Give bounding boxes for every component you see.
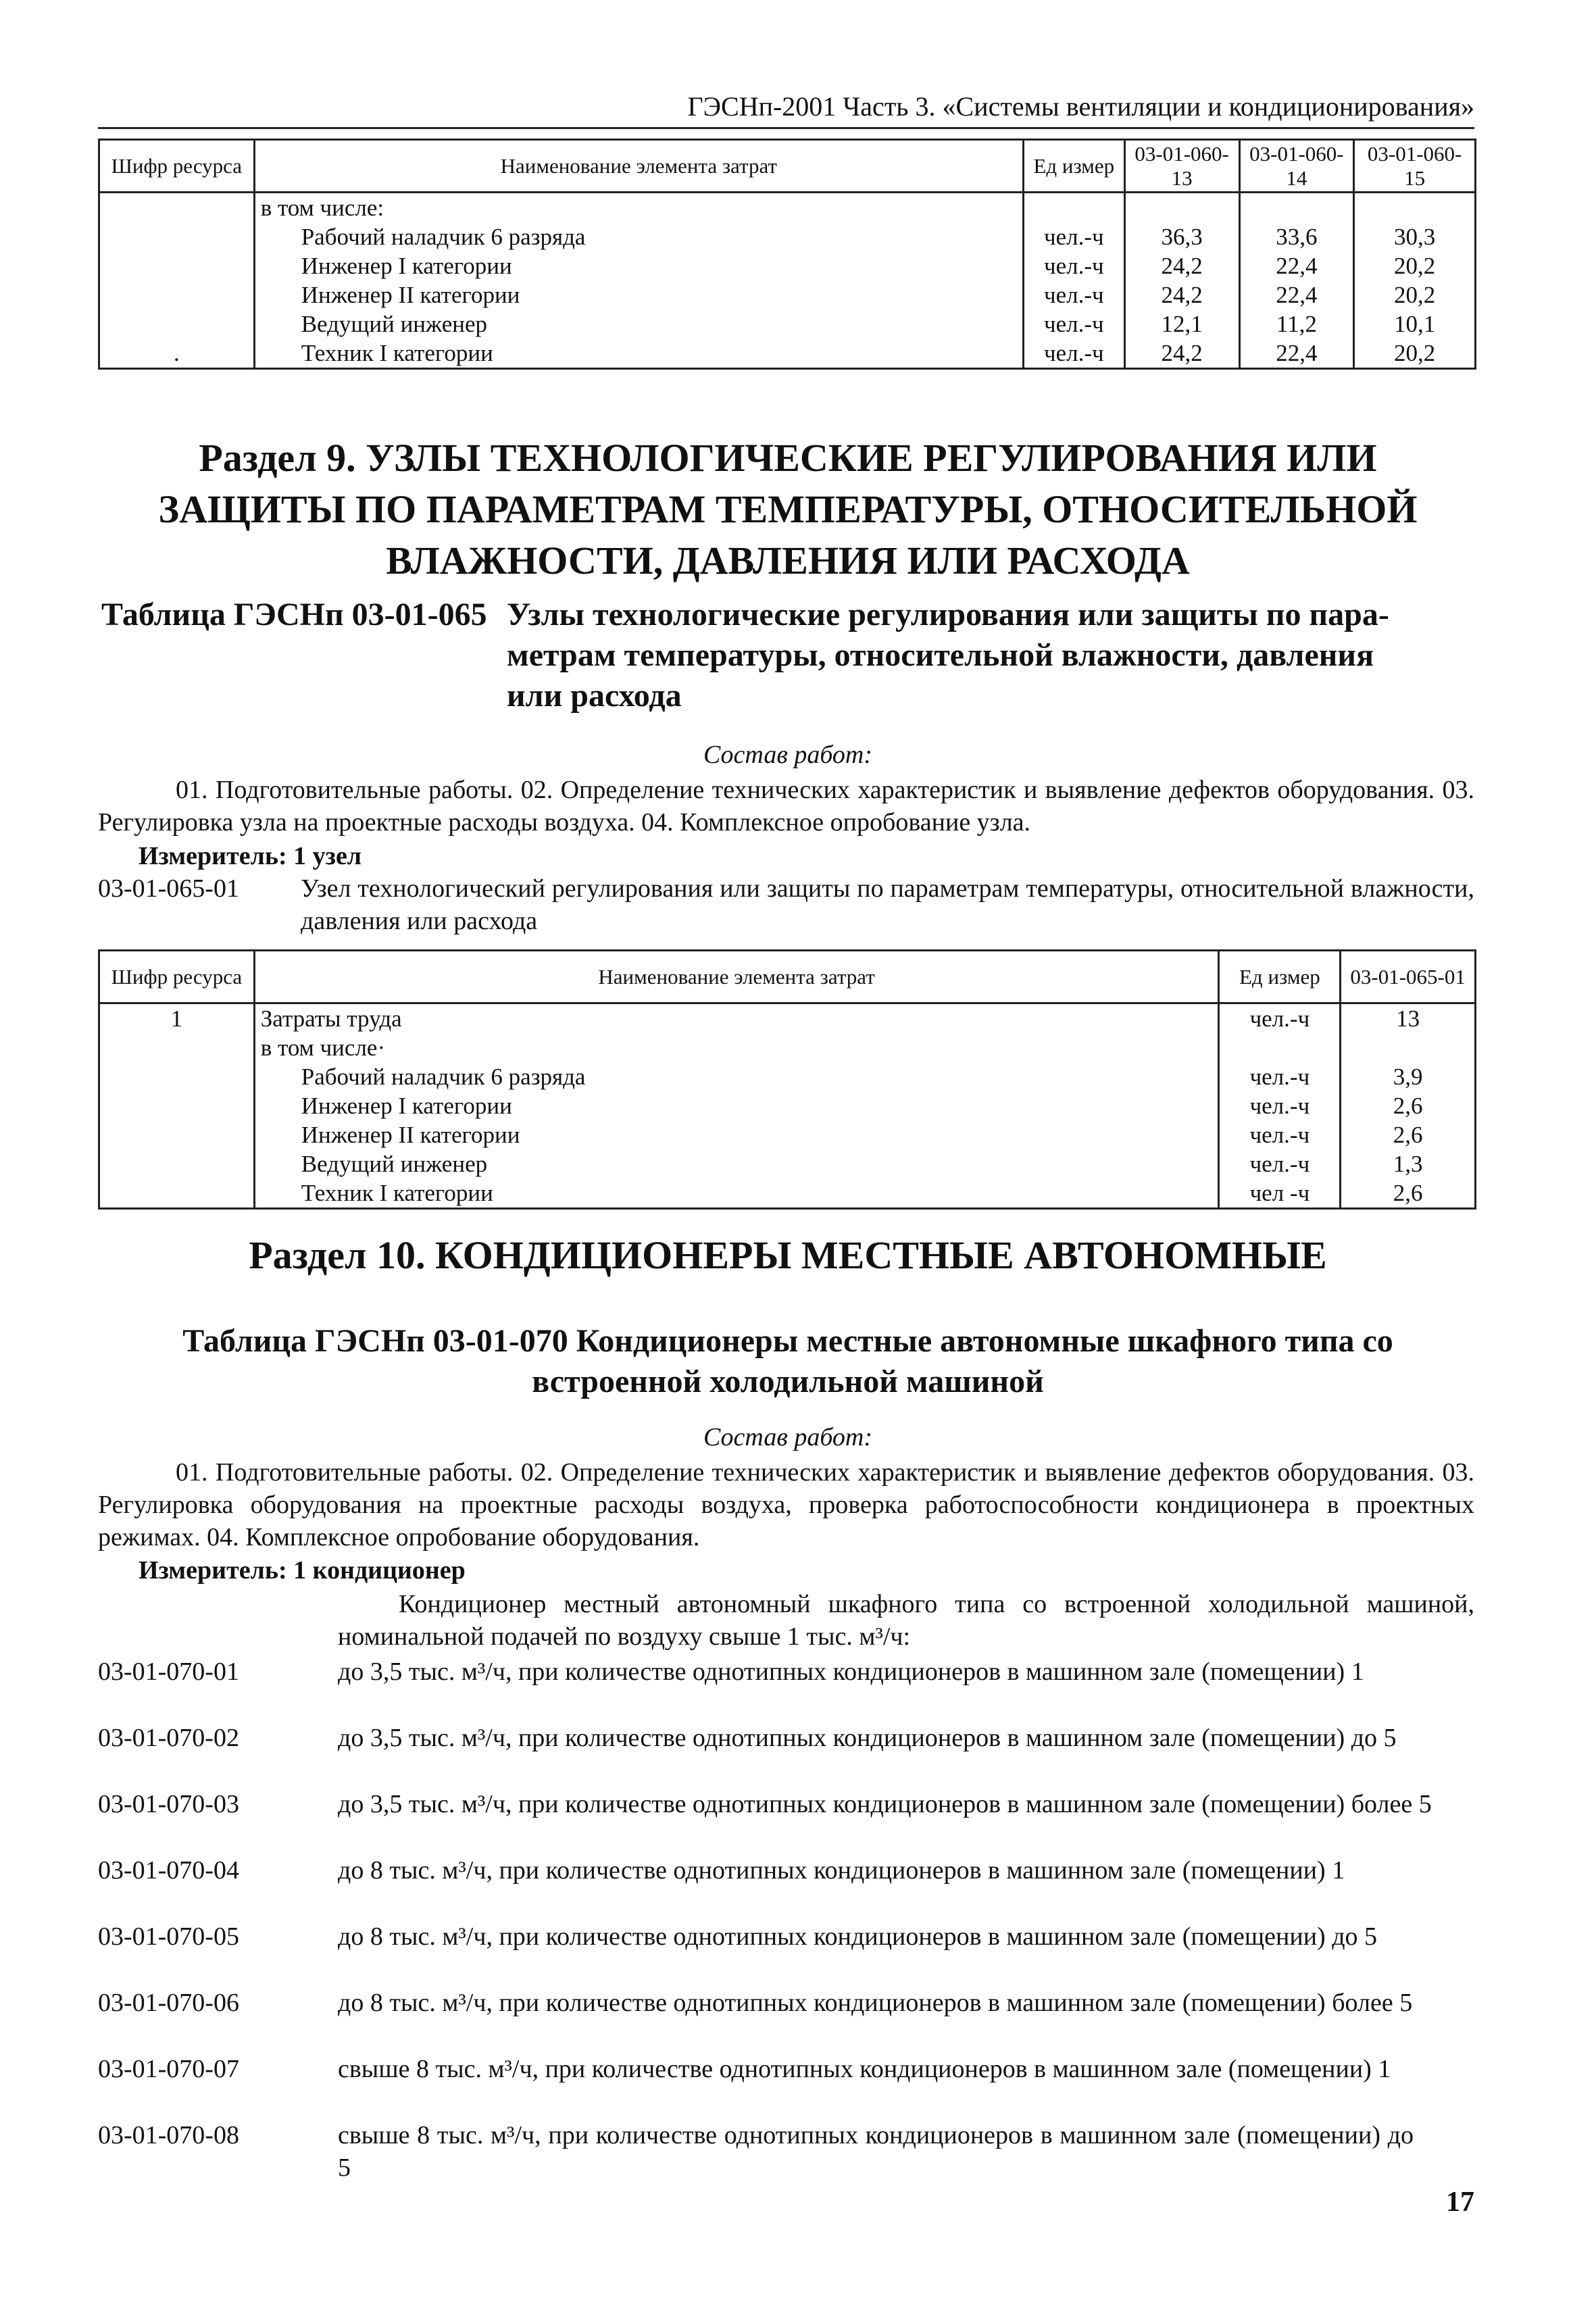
cell-unit: чел.-ч [1249,1122,1310,1148]
section-title-line: ЗАЩИТЫ ПО ПАРАМЕТРАМ ТЕМПЕРАТУРЫ, ОТНОСИТЕЛЬНОЙ [158,487,1418,531]
cell-unit: чел -ч [1249,1180,1310,1206]
item-code: 03-01-070-04 [98,1856,239,1885]
table-03-01-065 [98,949,1476,1210]
cell-code [105,1178,248,1208]
item-description: до 8 тыс. м³/ч, при количестве однотипных кондиционеров в машинном зале (помещении) 1 [338,1856,1345,1885]
cell-code [105,1149,248,1178]
cell-value: 2,6 [1393,1093,1423,1119]
cell-name: Рабочий наладчик 6 разряда [301,1064,586,1090]
col-header-unit: Ед измер [1023,140,1124,193]
col-header-name: Наименование элемента затрат [254,140,1023,193]
item-row [98,872,1474,937]
item-description: Узел технологический регулирования или защиты по параметрам температуры, относительной влажности, давления или расхода [301,874,1474,935]
item-code: 03-01-070-02 [98,1724,239,1752]
cell-code [105,309,248,339]
unit-column [1023,193,1124,369]
cell-name: Инженер II категории [301,1122,520,1148]
cell-value: 33,6 [1276,224,1318,250]
cell-unit: чел.-ч [1249,1151,1310,1177]
table-header-row [99,951,1476,1003]
table-03-01-060 [98,139,1476,370]
cell-name: Ведущий инженер [301,311,488,337]
col-header-code: Шифр ресурса [99,951,255,1003]
item-code: 03-01-070-03 [98,1790,239,1818]
cell-value: 24,2 [1161,282,1203,308]
cell-code [105,1091,248,1120]
cell-code [105,1120,248,1149]
cell-value: 20,2 [1393,282,1436,308]
cell-code [105,193,248,222]
cell-code [105,222,248,251]
works-text: 01. Подготовительные работы. 02. Определение технических характеристик и выявление дефектов оборудования. 03. Регулировка оборудования на проектные расходы воздуха, проверка работоспособности кондиционера в проектных режимах. 04. Комплексное опробование оборудования. [98,1458,1474,1551]
table-title-line: или расхода [507,678,682,714]
item-code: 03-01-070-01 [98,1658,239,1686]
cell-value: 3,9 [1393,1064,1423,1090]
code-column [99,193,255,369]
item-code: 03-01-070-08 [98,2121,239,2149]
cell-value: 1,3 [1393,1151,1423,1177]
cell-value: 2,6 [1393,1180,1423,1206]
cell-unit: чел.-ч [1249,1005,1310,1032]
cell-unit: чел.-ч [1249,1064,1310,1090]
item-description: свыше 8 тыс. м³/ч, при количестве однотипных кондиционеров в машинном зале (помещении) до 5 [338,2121,1414,2182]
cell-value: 20,2 [1393,340,1436,366]
cell-name: в том числе· [260,1035,386,1061]
item-row [98,1656,1474,1688]
cell-name: Техник I категории [301,1180,493,1206]
cell-value: 36,3 [1161,224,1203,250]
works-label: Состав работ: [703,1423,873,1451]
name-column [254,193,1023,369]
measure-label: Измеритель: [139,1556,287,1585]
table-070-title [101,1321,1474,1402]
item-row [98,1722,1474,1754]
item-description: до 3,5 тыс. м³/ч, при количестве однотипных кондиционеров в машинном зале (помещении) до 5 [338,1724,1397,1752]
table-title-lead: Таблица ГЭСНп 03-01-065 [101,597,487,632]
item-code: 03-01-070-07 [98,2055,239,2083]
cell-name: Инженер I категории [301,253,512,279]
item-code: 03-01-070-06 [98,1989,239,2017]
cell-unit [1225,1033,1334,1062]
unit-column [1219,1003,1341,1209]
cell-unit: чел.-ч [1044,340,1104,366]
cell-value: 20,2 [1393,253,1436,279]
measure-value: 1 кондиционер [293,1556,466,1585]
cell-unit: чел.-ч [1044,311,1104,337]
item-description: до 8 тыс. м³/ч, при количестве однотипных кондиционеров в машинном зале (помещении) до 5 [338,1922,1378,1951]
cell-unit [1030,193,1118,222]
table-title-line: Узлы технологические регулирования или защиты по пара- [507,597,1389,632]
cell-name: Инженер II категории [301,282,520,308]
table-title-line: метрам температуры, относительной влажности, давления [507,637,1374,673]
running-header: ГЭСНп-2001 Часть 3. «Системы вентиляции и кондиционирования» [98,86,1474,129]
cell-value [1347,1033,1469,1062]
measure-value: 1 узел [293,842,362,870]
cell-name: Рабочий наладчик 6 разряда [301,224,586,250]
cell-unit: чел.-ч [1249,1093,1310,1119]
cell-value: 22,4 [1276,253,1318,279]
measure-label: Измеритель: [139,842,287,870]
cell-value: 11,2 [1276,311,1317,337]
item-code: 03-01-070-05 [98,1922,239,1951]
cell-code: 1 [170,1005,183,1032]
cell-value: 10,1 [1393,311,1436,337]
cell-name: Затраты труда [260,1005,402,1032]
item-row [98,1788,1474,1820]
col-header-c1: 03-01-060-13 [1124,140,1239,193]
item-row [98,1920,1474,1953]
cell-unit: чел.-ч [1044,224,1104,250]
section-9-title [101,432,1474,587]
cell-value [1246,193,1348,222]
cell-value [1131,193,1233,222]
item-row [98,2119,1474,2184]
col-header-c2: 03-01-060-14 [1239,140,1354,193]
cell-value: 2,6 [1393,1122,1423,1148]
cell-name: Инженер I категории [301,1093,512,1119]
item-description: до 3,5 тыс. м³/ч, при количестве однотипных кондиционеров в машинном зале (помещении) 1 [338,1658,1364,1686]
value-column-3 [1354,193,1476,369]
measure-line [139,1554,466,1587]
cell-code [105,1062,248,1091]
cell-value: 22,4 [1276,282,1318,308]
cell-code [105,1033,248,1062]
cell-value [1360,193,1469,222]
name-column [254,1003,1219,1209]
col-header-c3: 03-01-060-15 [1354,140,1476,193]
cell-code: . [173,340,180,366]
table-065-title [101,595,1474,716]
cell-value: 24,2 [1161,340,1203,366]
item-row [98,1987,1474,2019]
table-body [99,1003,1476,1209]
col-header-c1: 03-01-065-01 [1341,951,1476,1003]
col-header-name: Наименование элемента затрат [254,951,1219,1003]
group-description: Кондиционер местный автономный шкафного типа со встроенной холодильной машиной, номинальной подачей по воздуху свыше 1 тыс. м³/ч: [338,1590,1474,1651]
cell-name: в том числе: [260,195,384,221]
cell-unit: чел.-ч [1044,253,1104,279]
value-column-1 [1124,193,1239,369]
table-body [99,193,1476,369]
works-text: 01. Подготовительные работы. 02. Определение технических характеристик и выявление дефектов оборудования. 03. Регулировка узла на проектные расходы воздуха. 04. Комплексное опробование узла. [98,776,1474,837]
table-title-line: встроенной холодильной машиной [532,1364,1044,1399]
item-row [98,1854,1474,1887]
cell-value: 24,2 [1161,253,1203,279]
table-header-row [99,140,1476,193]
cell-value: 13 [1396,1005,1420,1032]
section-10-title: Раздел 10. КОНДИЦИОНЕРЫ МЕСТНЫЕ АВТОНОМНЫЕ [249,1233,1327,1277]
item-description: до 3,5 тыс. м³/ч, при количестве однотипных кондиционеров в машинном зале (помещении) более 5 [338,1790,1432,1818]
works-description [98,774,1474,839]
col-header-unit: Ед измер [1219,951,1341,1003]
cell-code [105,280,248,309]
cell-value: 30,3 [1393,224,1436,250]
section-title-line: Раздел 9. УЗЛЫ ТЕХНОЛОГИЧЕСКИЕ РЕГУЛИРОВАНИЯ ИЛИ [199,436,1377,480]
cell-value: 22,4 [1276,340,1318,366]
cell-value: 12,1 [1161,311,1203,337]
measure-line [139,840,361,872]
value-column-2 [1239,193,1354,369]
works-label: Состав работ: [703,741,873,769]
item-row [98,2053,1474,2085]
item-description: свыше 8 тыс. м³/ч, при количестве однотипных кондиционеров в машинном зале (помещении) 1 [338,2055,1391,2083]
page-number: 17 [1446,2187,1474,2218]
group-row [98,1588,1474,1653]
value-column-1 [1341,1003,1476,1209]
cell-unit: чел.-ч [1044,282,1104,308]
table-title-line: Таблица ГЭСНп 03-01-070 Кондиционеры местные автономные шкафного типа со [182,1323,1393,1359]
col-header-code: Шифр ресурса [99,140,255,193]
cell-name: Ведущий инженер [301,1151,488,1177]
cell-code [105,251,248,280]
works-description [98,1456,1474,1553]
code-column [99,1003,255,1209]
item-code: 03-01-065-01 [98,874,239,903]
cell-name: Техник I категории [301,340,493,366]
item-description: до 8 тыс. м³/ч, при количестве однотипных кондиционеров в машинном зале (помещении) более 5 [338,1989,1413,2017]
section-title-line: ВЛАЖНОСТИ, ДАВЛЕНИЯ ИЛИ РАСХОДА [386,539,1190,582]
